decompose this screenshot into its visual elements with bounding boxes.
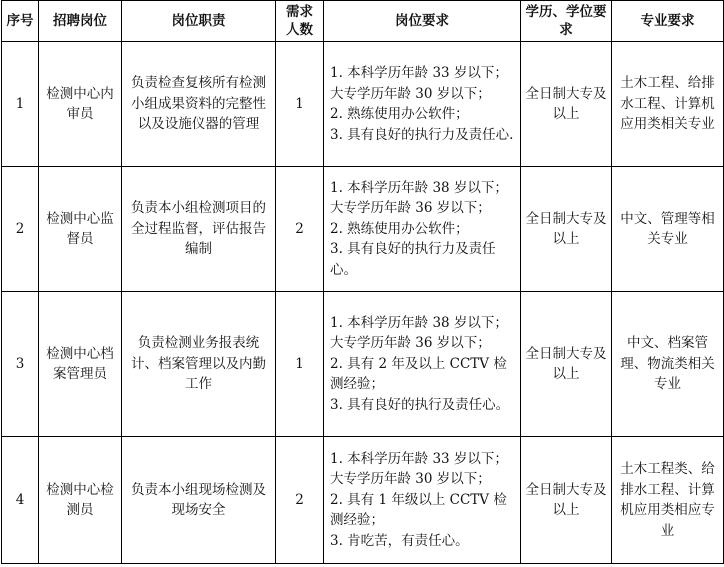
header-position: 招聘岗位 xyxy=(39,1,122,42)
cell-seq: 2 xyxy=(2,167,39,292)
cell-count: 1 xyxy=(276,292,324,437)
cell-education: 全日制大专及以上 xyxy=(521,167,612,292)
requirement-line: 1. 本科学历年龄 33 岁以下；大专学历年龄 30 岁以下； xyxy=(330,450,508,488)
header-requirements: 岗位要求 xyxy=(324,1,521,42)
header-education: 学历、学位要求 xyxy=(521,1,612,42)
table-row xyxy=(2,292,724,437)
cell-major: 中文、管理等相关专业 xyxy=(612,167,724,292)
cell-major: 中文、档案管理、物流类相关专业 xyxy=(612,292,724,437)
table-row xyxy=(2,437,724,564)
requirement-line: 2. 熟练使用办公软件； xyxy=(330,106,469,122)
cell-duties: 负责检查复核所有检测小组成果资料的完整性以及设施仪器的管理 xyxy=(122,42,276,167)
cell-seq: 1 xyxy=(2,42,39,167)
requirement-line: 1. 本科学历年龄 33 岁以下；大专学历年龄 30 岁以下； xyxy=(330,65,508,102)
cell-count: 2 xyxy=(276,437,324,564)
cell-education: 全日制大专及以上 xyxy=(521,42,612,167)
cell-seq: 3 xyxy=(2,292,39,437)
header-row xyxy=(2,1,724,42)
requirement-line: 3. 具有良好的执行力及责任心. xyxy=(330,126,514,143)
table-row xyxy=(2,167,724,292)
header-seq: 序号 xyxy=(2,1,39,42)
requirement-line: 3. 具有良好的执行力及责任心。 xyxy=(330,241,496,278)
cell-position: 检测中心内审员 xyxy=(39,42,122,167)
cell-position: 检测中心检测员 xyxy=(39,437,122,564)
header-major: 专业要求 xyxy=(612,1,724,42)
cell-requirements xyxy=(324,437,521,564)
cell-seq: 4 xyxy=(2,437,39,564)
cell-major: 土木工程、给排水工程、计算机应用类相关专业 xyxy=(612,42,724,167)
cell-position: 检测中心监督员 xyxy=(39,167,122,292)
cell-requirements xyxy=(324,42,521,167)
table-row xyxy=(2,42,724,167)
cell-duties: 负责本小组现场检测及现场安全 xyxy=(122,437,276,564)
requirement-line: 2. 具有 1 年级以上 CCTV 检测经验； xyxy=(330,491,507,529)
cell-education: 全日制大专及以上 xyxy=(521,292,612,437)
recruitment-table xyxy=(1,0,724,564)
cell-count: 1 xyxy=(276,42,324,167)
requirement-line: 3. 具有良好的执行及责任心。 xyxy=(330,396,510,413)
requirement-line: 2. 具有 2 年及以上 CCTV 检测经验； xyxy=(330,355,507,393)
cell-major: 土木工程类、给排水工程、计算机应用类相应专业 xyxy=(612,437,724,564)
requirement-line: 3. 肯吃苦，有责任心。 xyxy=(330,532,469,549)
requirement-line: 1. 本科学历年龄 38 岁以下；大专学历年龄 36 岁以下； xyxy=(330,179,508,217)
cell-duties: 负责本小组检测项目的全过程监督，评估报告编制 xyxy=(122,167,276,292)
cell-count: 2 xyxy=(276,167,324,292)
cell-requirements xyxy=(324,292,521,437)
header-duties: 岗位职责 xyxy=(122,1,276,42)
cell-education: 全日制大专及以上 xyxy=(521,437,612,564)
cell-position: 检测中心档案管理员 xyxy=(39,292,122,437)
requirement-line: 1. 本科学历年龄 38 岁以下；大专学历年龄 36 岁以下； xyxy=(330,314,508,352)
requirement-line: 2. 熟练使用办公软件； xyxy=(330,220,469,237)
header-count: 需求人数 xyxy=(276,1,324,42)
cell-duties: 负责检测业务报表统计、档案管理以及内勤工作 xyxy=(122,292,276,437)
cell-requirements xyxy=(324,167,521,292)
